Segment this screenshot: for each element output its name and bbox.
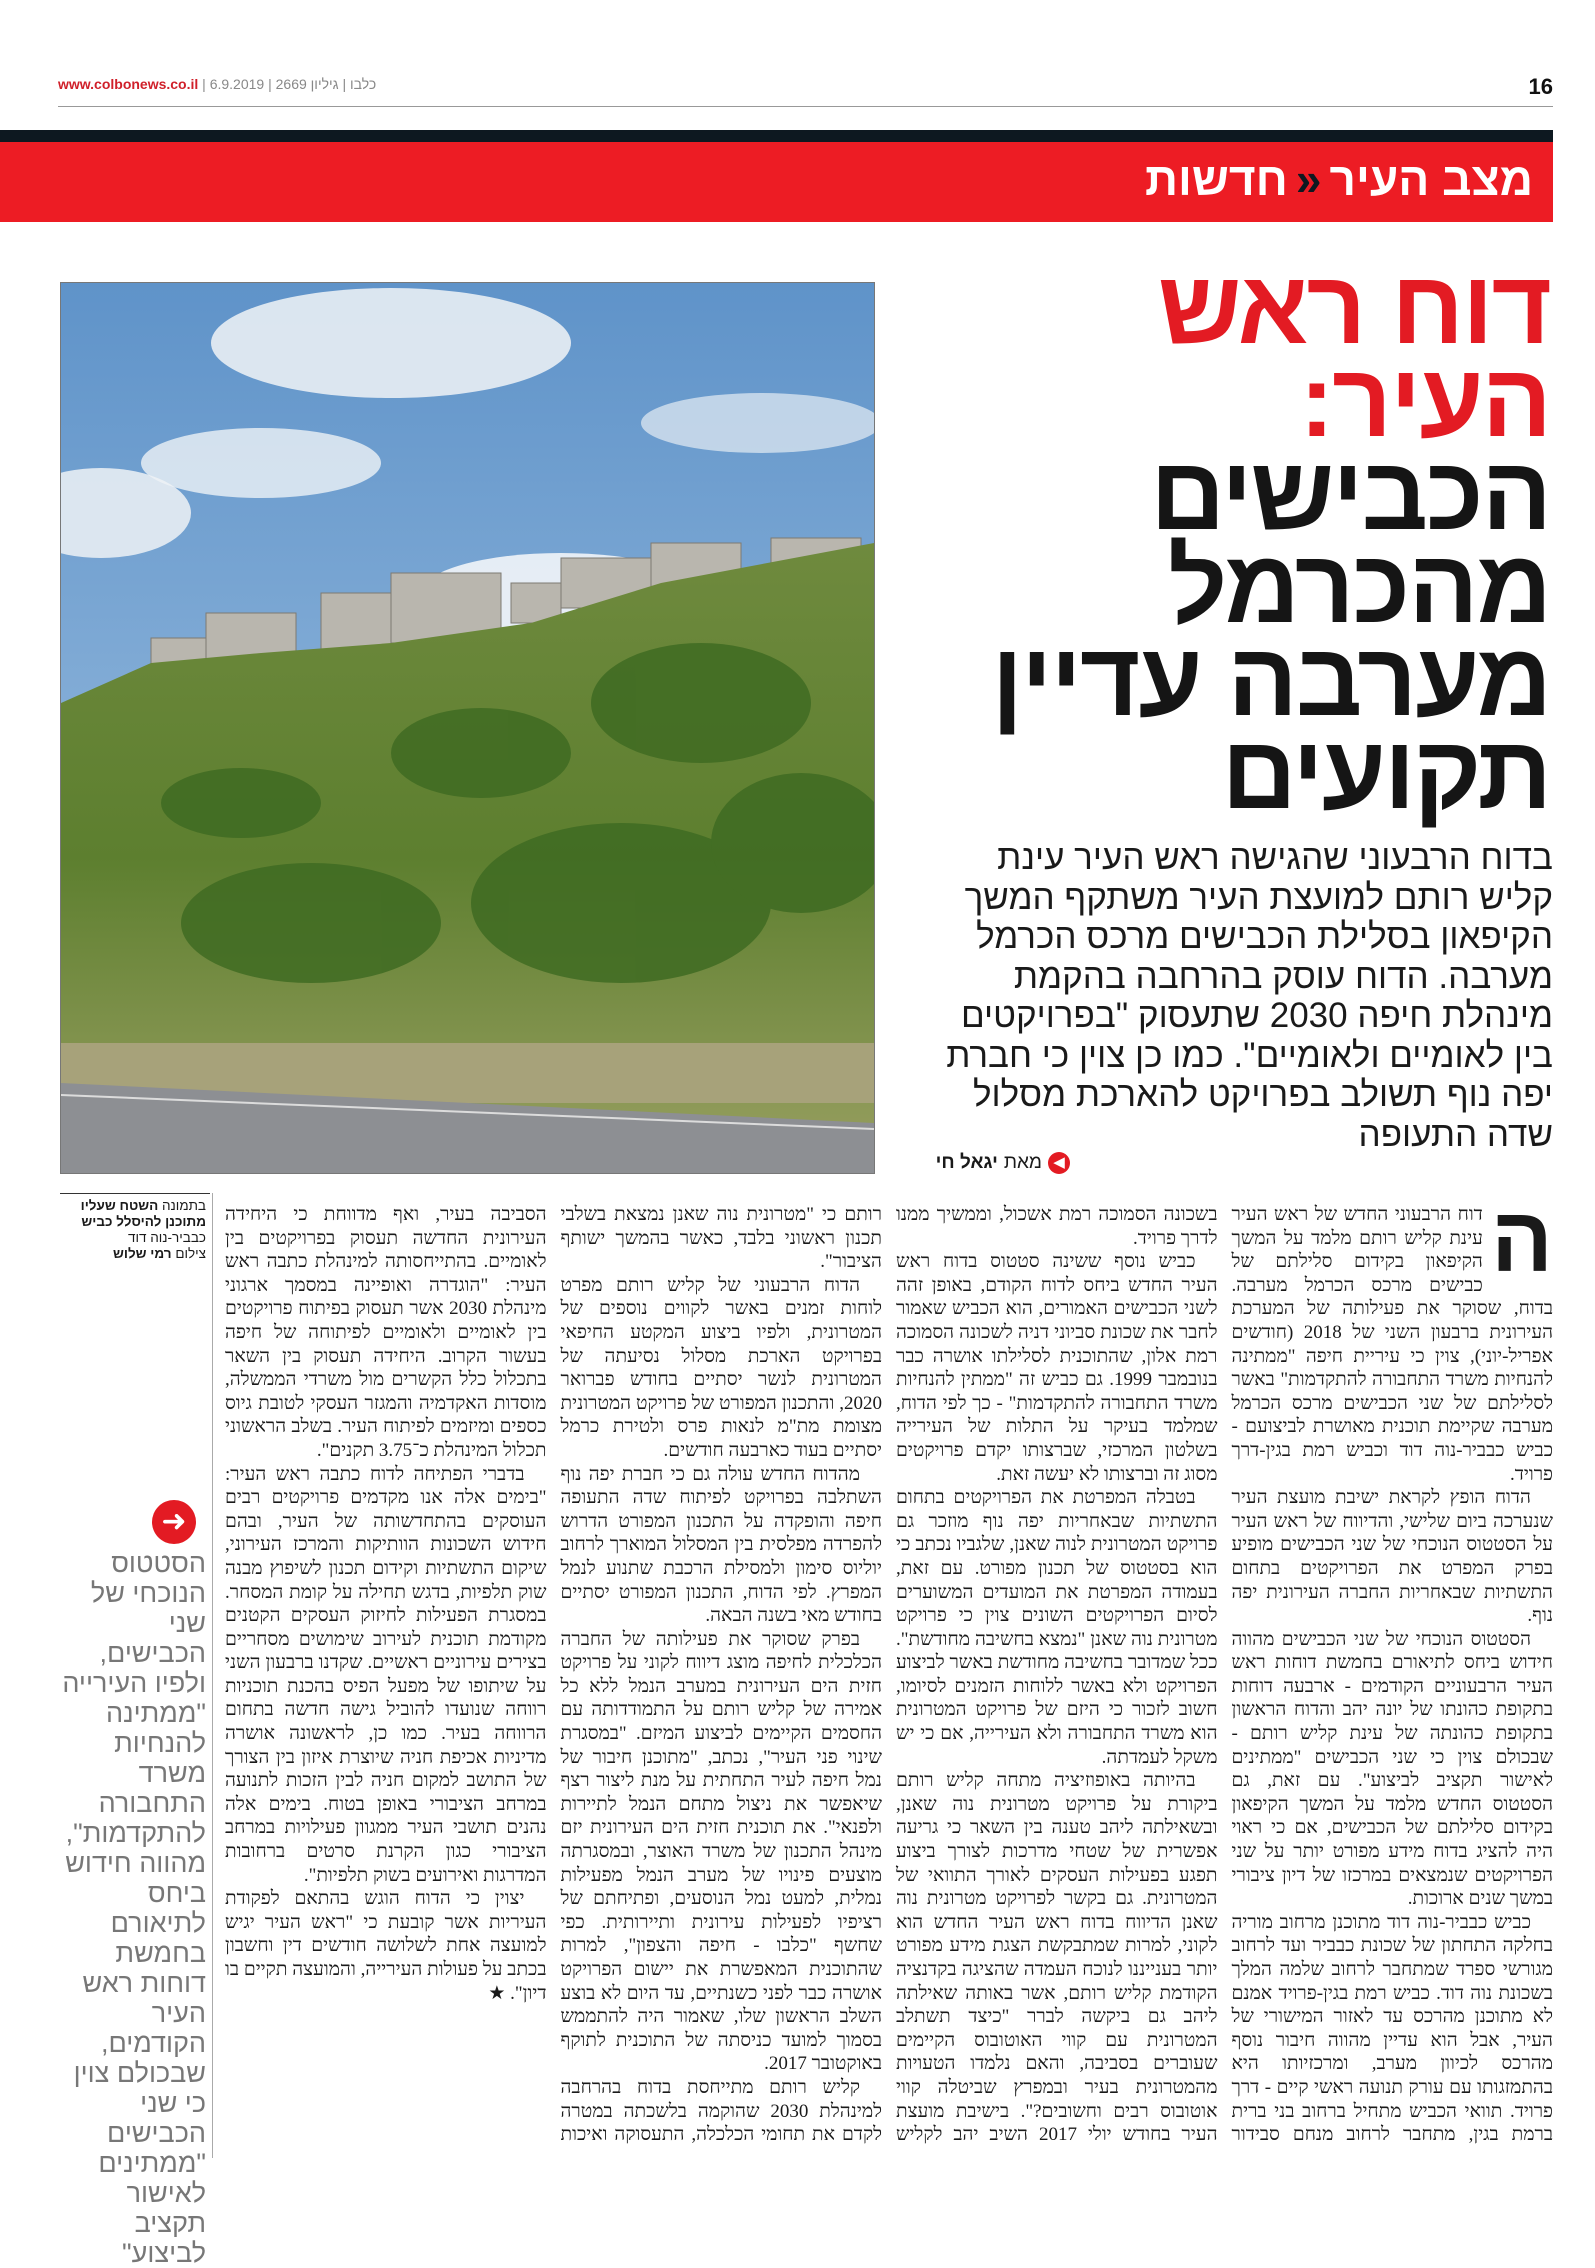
article-paragraph: קליש רותם מתייחסת בדוח בהרחבה למינהלת 2030 שהוקמה בלשכתה במטרה לקדם את תחומי הכלכלה, התעסוקה ואיכות הסביבה בעיר, ואף מדווחת כי היחידה העירונית החדשה תעסוק בפרויקטים בין לאומיים. בהתייחסותה למינהלת כתבה ראש העיר: "הוגדרה ואופיינה במסמך ארגוני מינהלת 2030 אשר תעסוק בפיתוח פרויקטים בין לאומיים ולאומיים לפיתוחה של חיפה בעשור הקרוב. היחידה תעסוק בין השאר בתכלול כלל הקשרים מול משרדי הממשלה, מוסדות האקדמיה והמגזר העסקי לטובת גיוס כספים ומיזמים לפיתוח העיר. בשלב הראשוני תכלול המינהלת כ־3.75 תקנים". [225, 1204, 883, 2146]
separator: | [202, 76, 210, 92]
article-paragraph: בטבלה המפרטת את הפרויקטים בתחום התשתיות שבאחריות יפה נוף מוזכר גם פרויקט המטרונית לנוה שאנן, שלגביו נכתב כי הוא בסטטוס של תכנון מפורט. עם זאת, בעמודה המפרטת את המועדים המשוערים לסיום הפרויקטים השונים צוין כי פרויקט מטרונית נוה שאנן "נמצא בחשיבה מחודשת". ככל שמדובר בחשיבה מחודשת באשר לביצוע הפרויקט ולא באשר ללוחות הזמנים לסיומו, חשוב לזכור כי היזם של פרויקט המטרונית הוא משרד התחבורה ולא העירייה, אם כי יש משקל לעמדתה. [896, 1487, 1218, 1768]
byline-prefix: מאת [1003, 1152, 1042, 1173]
caption-subject: השטח שעליו מתוכנן להיסלל כביש [80, 1198, 206, 1229]
byline [936, 1152, 1070, 1174]
author-name: יגאל חי [935, 1152, 998, 1173]
article-paragraph: הדוח הרבעוני של קליש רותם מפרט לוחות זמנים באשר לקווים נוספים של המטרונית, ולפיו ביצוע המקטע החיפאי בפרויקט הארכת מסלול נסיעתה של המטרונית לנשר יסתיים בחודש פברואר 2020, והתכנון המפורט של פרויקט המטרונית מצומת מת"מ לנאות פרס ולטירת כרמל יסתיים בעוד כארבעה חודשים. [560, 1274, 882, 1461]
headline-line: מערבה עדיין [991, 622, 1550, 738]
headline-line: הכבישים [1150, 436, 1550, 552]
section-banner [0, 142, 1553, 222]
headline-red-line: דוח ראש [1157, 250, 1550, 366]
headline-red-line: העיר: [1299, 343, 1550, 459]
article-paragraph: בפרק שסוקר את פעילותה של החברה הכלכלית לחיפה מוצג דיווח לקוני על פרויקט חזית הים העירונית במערב הנמל ללא כל אמירה של קליש רותם על התמודדותה עם החסמים הקיימים לביצוע המיזם. "במסגרת שינוי פני העיר", נכתב, "מתוכנן חיבור של נמל חיפה לעיר התחתית על מנת ליצור רצף שיאפשר את ניצול מתחם הנמל לתיירות ולפנאי". את תוכנית חזית הים העירונית יזם מינהל התכנון של משרד האוצר, ובמסגרתה מוצעים פינויו של מערב הנמל מפעילות נמלית, למעט נמל הנוסעים, ופתיחתם של רציפיו לפעילות עירונית ותיירותית. כפי שחשף "כלבו - חיפה והצפון", למרות שהתוכנית המאפשרת את יישום הפרויקט אושרה כבר לפני כשנתיים, עד היום לא בוצע השלב הראשון שלו, שאמור היה להתממש בסמוך למועד כניסתה של התוכנית לתוקף באוקטובר 2017. [560, 1628, 882, 2075]
article-paragraph: בהיותה באופוזיציה מתחה קליש רותם ביקורת על פרויקט מטרונית נוה שאנן, ובשאילתה ליהב טענה בין השאר כי גריעה אפשרית של שטחי מדרכות לצורך ביצוע תפגע בפעילות העסקים לאורך התוואי של המטרונית. גם בקשר לפרויקט מטרונית נוה שאנן הדיווח בדוח ראש העיר החדש הוא לקוני, למרות שמתבקשת הצגת מידע מפורט יותר בענייננו לנוכח העמדה שהציגה בקדנציה הקודמת קליש רותם, אשר באותה שאילתה ליהב גם ביקשה לברר "כיצד תשתלב המטרונית עם קווי האוטובוס הקיימים שעוברים בסביבה, והאם נלמדו הטעויות מהמטרונית בעיר ובמפרץ שביטלה קווי אוטובוס רבים וחשובים?". בישיבת מועצת העיר בחודש יולי 2017 השיב יהב לקליש רותם כי "מטרונית נוה שאנן נמצאת בשלבי תכנון ראשוני בלבד, כאשר בהמשך ישותף הציבור". [560, 1204, 1218, 2146]
article-paragraph: הדוח הופץ לקראת ישיבת מועצת העיר שנערכה ביום שלישי, והדיווח של ראש העיר על הסטטוס הנוכחי של שני הכבישים מופיע בפרק המפרט את הפרויקטים בתחום התשתיות שבאחריות החברה העירונית יפה נוף. [1231, 1487, 1553, 1627]
article-paragraph: מהדוח החדש עולה גם כי חברת יפה נוף השתלבה בפרויקט לפיתוח שדה התעופה חיפה והופקדה על התכנון המפורט הדרוש להפרדה מפלסית בין המסלול המוארך לרחוב יוליוס סימון ולמסילת הרכבת שתנוע לנמל המפרץ. לפי הדוח, התכנון המפורט יסתיים בחודש מאי בשנה הבאה. [560, 1463, 882, 1627]
caption-rule [60, 1193, 210, 1194]
photo-caption [60, 1198, 206, 1262]
article-paragraph: יצוין כי הדוח הוגש בהתאם לפקודת העיריות אשר קובעת כי "ראש העיר יגיש למועצה אחת לשלושה חודשים דין וחשבון בכתב על פעולות העירייה, והמועצה תקיים בו דיון". ★ [225, 1888, 547, 2004]
section-top-bar [0, 130, 1553, 142]
article-headline [890, 250, 1550, 831]
page-number: 16 [1528, 74, 1553, 99]
section-title: מצב העיר [1329, 153, 1533, 205]
article-paragraph: כביש נוסף ששינה סטטוס בדוח ראש העיר החדש ביחס לדוח הקודם, באופן זהה לשני הכבישים האמורים, הוא הכביש שאמור לחבר את שכונת סביוני דניה לשכונה הסמוכה רמת אלון, שהתוכנית לסלילתו אושרה כבר בנובמבר 1999. גם כביש זה "ממתין להנחיות משרד התחבורה להתקדמות" - כך לפי הדוח, שמלמד בעיקר על התלות של העירייה בשלטון המרכזי, שברצותו יקדם פרויקטים מסוג זה וברצותו לא יעשה זאת. [896, 1251, 1218, 1485]
separator: | [264, 76, 272, 92]
article-paragraph: הסטטוס הנוכחי של שני הכבישים מהווה חידוש ביחס לתיאורם בחמשת דוחות ראש העיר הרבעוניים הקודמים - ארבעה דוחות בתקופת כהונתו של יונה יהב והדוח הראשון בתקופת כהונתה של עינת קליש רותם - שבכולם צוין כי שני הכבישים "ממתינים לאישור תקציב לביצוע". עם זאת, גם הסטטוס החדש מלמד על המשך הקיפאון בקידום סלילתם של הכבישים, אם כי ראוי היה להציג בדוח מידע מפורט יותר על שני הפרויקטים שנמצאים במרכזו של דיון ציבורי במשך שנים ארוכות. [1231, 1628, 1553, 1910]
separator: | [338, 76, 347, 92]
caption-prefix: בתמונה [162, 1198, 206, 1213]
article-body [225, 1189, 1553, 2163]
issue-date: 6.9.2019 [209, 76, 265, 92]
article-subheadline: בדוח הרבעוני שהגישה ראש העיר עינת קליש רותם למועצת העיר משתקף המשך הקיפאון בסלילת הכבישים מרכס הכרמל מערבה. הדוח עוסק בהרחבה בהקמת מינהלת חיפה 2030 שתעסוק "בפרויקטים בין לאומיים ולאומיים". כמו כן צוין כי חברת יפה נוף תשולב בפרויקט להארכת מסלול שדה התעופה [946, 838, 1553, 1154]
section-heading [1145, 152, 1533, 206]
article-photo [60, 282, 875, 1174]
dropcap: ה [1490, 1189, 1553, 1291]
page-header-info [58, 76, 1553, 100]
caption-place: כבביר-נוה דוד [128, 1230, 206, 1245]
header-divider [58, 106, 1553, 107]
article-paragraph: כביש כבביר-נוה דוד מתוכנן מרחוב מוריה בחלקה התחתון של שכונת כבביר ועד לרחוב מגורשי ספרד שמתחבר לרחוב שלמה המלך בשכונת נוה דוד. כביש רמת בגין-פרויד אמנם לא מתוכנן מהרכס עד לאזור המישורי של העיר, אבל הוא עדיין מהווה חיבור נוסף מהרכס לכיוון מערב, ומרכזיותו היא בהתמזגותו עם עורק תנועה ראשי קיים - דרך פרויד. תוואי הכביש מתחיל ברחוב בני ברית ברמת בגין, מתחבר לרחוב מנחם סבידור בשכונה הסמוכה רמת אשכול, וממשיך ממנו לדרך פרויד. [896, 1204, 1553, 2146]
article-paragraph: בדברי הפתיחה לדוח כתבה ראש העיר: "בימים אלה אנו מקדמים פרויקטים רבים העוסקים בהתחדשותה של העיר, ובהם חידוש השכונות הוותיקות והמרכז העירוני, שיקום התשתיות וקידום תכנון לשיפוץ מבנה שוק תלפיות, בדגש תחילה על קומת המסחר. במסגרת הפעילות לחיזוק העסקים הקטנים מקודמת תוכנית לעירוב שימושים מסחריים בצירים עירוניים ראשיים. שקדנו ברבעון השני על שיתופו של מפעל הפיס בהכנת תוכניות רווחה שנועדו להוביל גישה חדשה בתחום הרווחה בעיר. כמו כן, לראשונה אושרה מדיניות אכיפת חניה שיוצרת איזון בין הצורך של התושב למקום חניה לבין הזכות לתנועה במרחב הציבורי באופן בטוח. בימים אלה נהנים תושבי העיר ממגוון פעילויות במרחב הציבורי כגון הקרנת סרטים ברחובות המדרגות ואירועים בשוק תלפיות". [225, 1463, 547, 1886]
pull-quote: הסטטוס הנוכחי של שני הכבישים, ולפיו העירייה "ממתינה להנחיות משרד התחבורה להתקדמות", מהווה חידוש ביחס לתיאורם בחמשת דוחות ראש העיר הקודמים, שבכולם צוין כי שני הכבישים "ממתינים לאישור תקציב לביצוע" [62, 1548, 206, 2268]
issue-number: גיליון 2669 [275, 76, 339, 92]
headline-line: תקועים [1221, 715, 1550, 831]
section-category: חדשות [1144, 153, 1288, 205]
arrow-left-icon: ◀ [1048, 1152, 1070, 1174]
site-url[interactable]: www.colbonews.co.il [58, 76, 199, 92]
double-chevron-left-icon: « [1295, 153, 1322, 205]
hillside-photo-illustration [61, 283, 874, 1173]
photographer-name: רמי שלוש [113, 1246, 172, 1261]
publication-name: כלבו [349, 76, 377, 92]
paragraph-text: דוח הרבעוני החדש של ראש העיר עינת קליש רותם מלמד על המשך הקיפאון בקידום סלילתם של כבישים מרכס הכרמל מערבה. בדוח, שסוקר את פעילותה של המערכת העירונית ברבעון השני של 2018 (חודשים אפריל-יוני), צוין כי עיריית חיפה "ממתינה להנחיות משרד התחבורה להתקדמות" באשר לסלילתם של שני הכבישים מרכס הכרמל מערבה שקיימת תוכנית מאושרת לביצועם - כביש כבביר-נוה דוד וכביש רמת בגין-דרך פרויד. [1231, 1204, 1553, 1485]
photo-credit-label: צילום [175, 1246, 206, 1261]
article-paragraph [1231, 1189, 1554, 1486]
sidebar-divider [212, 1193, 213, 2158]
arrow-right-icon: ➜ [152, 1500, 196, 1544]
headline-line: מהכרמל [1167, 529, 1550, 645]
